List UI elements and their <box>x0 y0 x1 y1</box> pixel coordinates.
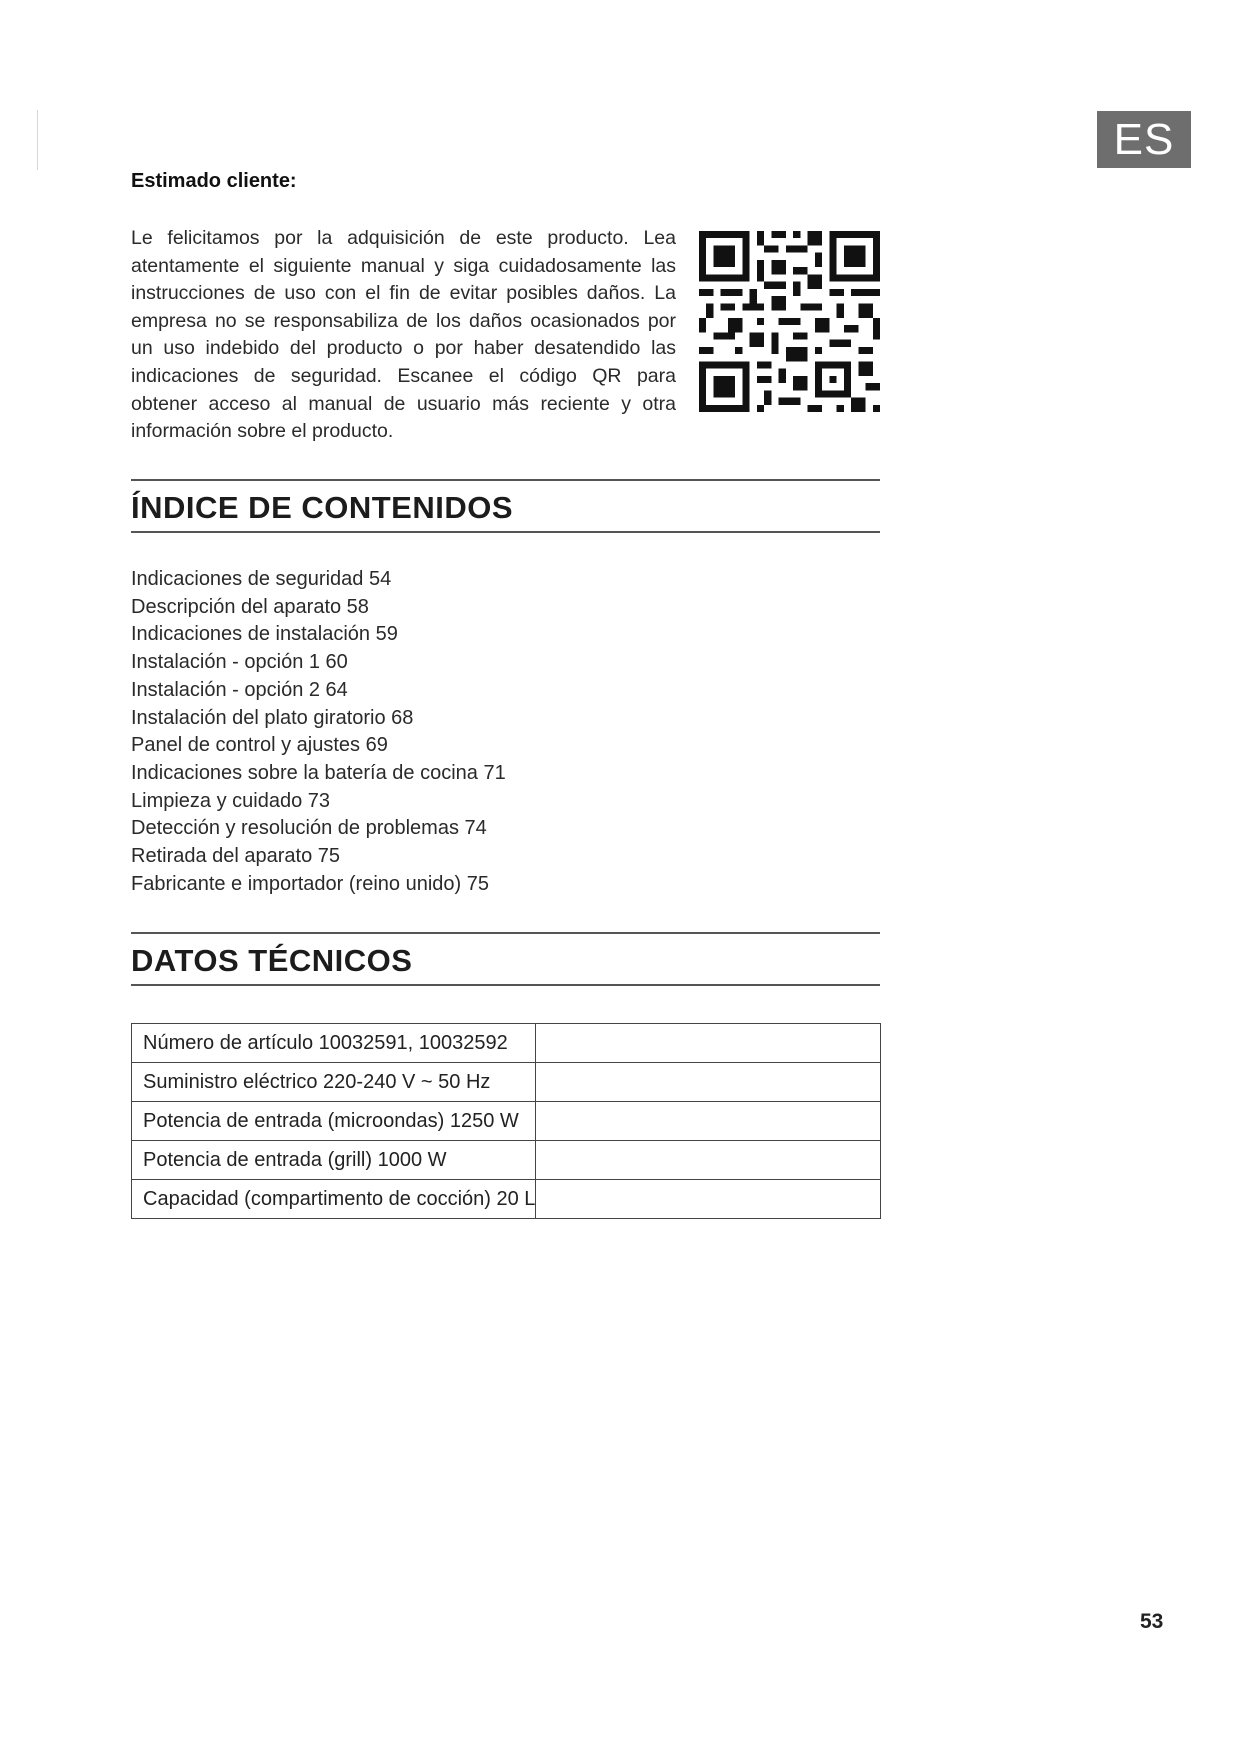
table-row <box>132 1141 881 1180</box>
toc-item: Instalación - opción 2 64 <box>131 678 348 701</box>
toc-item: Instalación del plato giratorio 68 <box>131 706 414 729</box>
spec-cell: Número de artículo 10032591, 10032592 <box>132 1024 536 1063</box>
spec-empty-cell <box>536 1102 881 1141</box>
toc-bottom-rule <box>131 531 880 533</box>
table-row <box>132 1102 881 1141</box>
table-row <box>132 1024 881 1063</box>
toc-item: Descripción del aparato 58 <box>131 595 369 618</box>
tech-bottom-rule <box>131 984 880 986</box>
toc-item: Panel de control y ajustes 69 <box>131 734 388 757</box>
toc-item: Fabricante e importador (reino unido) 75 <box>131 872 489 895</box>
toc-item: Indicaciones de instalación 59 <box>131 623 398 646</box>
toc-item: Instalación - opción 1 60 <box>131 651 348 674</box>
technical-data-table <box>131 1023 881 1219</box>
spec-cell: Suministro eléctrico 220-240 V ~ 50 Hz <box>132 1063 536 1102</box>
toc-item: Detección y resolución de problemas 74 <box>131 817 487 840</box>
spec-empty-cell <box>536 1180 881 1219</box>
greeting: Estimado cliente: <box>131 170 297 192</box>
toc-item: Retirada del aparato 75 <box>131 845 341 868</box>
tech-top-rule <box>131 932 880 934</box>
toc-top-rule <box>131 479 880 481</box>
spec-cell: Potencia de entrada (grill) 1000 W <box>132 1141 536 1180</box>
toc-item: Indicaciones de seguridad 54 <box>131 568 392 590</box>
spec-cell: Potencia de entrada (microondas) 1250 W <box>132 1102 536 1141</box>
table-row <box>132 1180 881 1219</box>
table-of-contents <box>131 566 506 898</box>
spec-empty-cell <box>536 1063 881 1102</box>
spec-empty-cell <box>536 1141 881 1180</box>
spec-empty-cell <box>536 1024 881 1063</box>
qr-code-icon[interactable] <box>699 231 880 412</box>
intro-paragraph: Le felicitamos por la adquisición de este producto. Lea atentamente el siguiente manual y siga cuidadosamente las instrucciones de uso con el fin de evitar posibles daños. La empresa no se responsabiliza de los daños ocasionados por un uso indebido del producto o por haber desatendido las indicaciones de seguridad. Escanee el código QR para obtener acceso al manual de usuario más reciente y otra información sobre el producto. <box>131 227 676 443</box>
toc-item: Limpieza y cuidado 73 <box>131 789 331 812</box>
language-tab: ES <box>1097 111 1191 168</box>
margin-rule <box>37 110 38 170</box>
toc-item: Indicaciones sobre la batería de cocina 71 <box>131 761 506 784</box>
table-row <box>132 1063 881 1102</box>
spec-cell: Capacidad (compartimento de cocción) 20 L <box>132 1180 536 1219</box>
page-number: 53 <box>1140 1610 1164 1633</box>
tech-heading: DATOS TÉCNICOS <box>131 943 413 978</box>
toc-heading: ÍNDICE DE CONTENIDOS <box>131 490 514 525</box>
